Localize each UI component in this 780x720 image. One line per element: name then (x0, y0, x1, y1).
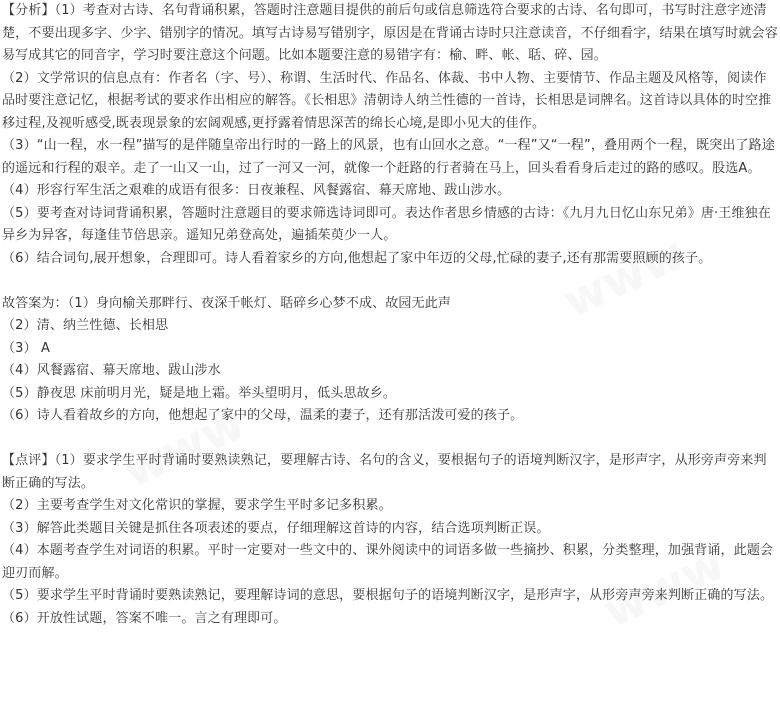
answer-line-4: （4）风餐露宿、幕天席地、跋山涉水 (2, 363, 221, 378)
answer-line-1: 故答案为：（1）身向榆关那畔行、夜深千帐灯、聒碎乡心梦不成、故园无此声 (2, 295, 452, 311)
analysis-paragraph-1: 【分析】（1）考查对古诗、名句背诵积累，答题时注意题目提供的前后句或信息筛选符合要求的古诗、名句即可，书写时注意字迹清楚，不要出现多字、少字、错别字的情况。填写古诗易写错别字，原因是在背诵古诗时只注意读音，不仔细看字，结果在填写时就会容易写成其它的同音字，学习时要注意这个问题。比如本题要注意的易错字有：榆、畔、帐、聒、碎、园。 (2, 3, 778, 63)
answer-line-5: （5）静夜思 床前明月光，疑是地上霜。举头望明月，低头思故乡。 (2, 385, 397, 401)
analysis-section (2, 0, 778, 270)
spacer (2, 270, 778, 293)
review-paragraph-6: （6）开放性试题，答案不唯一。言之有理即可。 (2, 610, 287, 626)
document-body (2, 0, 778, 630)
review-paragraph-3: （3）解答此类题目关键是抓住各项表述的要点，仔细理解这首诗的内容，结合选项判断正误。 (2, 520, 550, 536)
answer-line-6: （6）诗人看着故乡的方向，他想起了家中的父母，温柔的妻子，还有那活泼可爱的孩子。 (2, 408, 524, 423)
analysis-paragraph-4: （4）形容行军生活之艰难的成语有很多：日夜兼程、风餐露宿、幕天席地、跋山涉水。 (2, 183, 511, 198)
answer-line-3: （3） A (2, 340, 51, 356)
analysis-paragraph-3: （3）“山一程，水一程”描写的是伴随皇帝出行时的一路上的风景，也有山回水之意。“一程”又“一程”，叠用两个一程，既突出了路途的遥远和行程的艰辛。走了一山又一山，过了一河又一河，就像一个赶路的行者骑在马上，回头看看身后走过的路的感叹。股选A。 (2, 138, 775, 176)
analysis-paragraph-6: （6）结合词句,展开想象，合理即可。诗人看着家乡的方向,他想起了家中年迈的父母,忙碌的妻子,还有那需要照顾的孩子。 (2, 250, 712, 266)
review-paragraph-1: 【点评】（1）要求学生平时背诵时要熟读熟记，要理解古诗、名句的含义，要根据句子的语境判断汉字，是形声字，从形旁声旁来判断正确的写法。 (2, 453, 767, 491)
analysis-paragraph-2: （2）文学常识的信息点有：作者名（字、号）、称谓、生活时代、作品名、体裁、书中人物、主要情节、作品主题及风格等，阅读作品时要注意记忆，根据考试的要求作出相应的解答。《长相思》清朝诗人纳兰性德的一首诗，长相思是词牌名。这首诗以具体的时空推移过程,及视听感受,既表现景象的宏阔观感,更抒露着情思深苦的绵长心境,是即小见大的佳作。 (2, 70, 772, 131)
review-section (2, 450, 778, 630)
review-paragraph-5: （5）要求学生平时背诵时要熟读熟记，要理解诗词的意思，要根据句子的语境判断汉字，是形声字，从形旁声旁来判断正确的写法。 (2, 588, 774, 603)
review-paragraph-4: （4）本题考查学生对词语的积累。平时一定要对一些文中的、课外阅读中的词语多做一些摘抄、积累，分类整理，加强背诵，此题会迎刃而解。 (2, 543, 774, 581)
spacer (2, 428, 778, 451)
analysis-paragraph-5: （5）要考查对诗词背诵积累，答题时注意题目的要求筛选诗词即可。表达作者思乡情感的古诗：《九月九日忆山东兄弟》唐·王维独在异乡为异客，每逢佳节倍思亲。遥知兄弟登高处，遍插茱萸少一人。 (2, 205, 771, 243)
answers-section (2, 293, 778, 428)
answer-line-2: （2）清、纳兰性德、长相思 (2, 318, 169, 333)
review-paragraph-2: （2）主要考查学生对文化常识的掌握，要求学生平时多记多积累。 (2, 498, 392, 513)
